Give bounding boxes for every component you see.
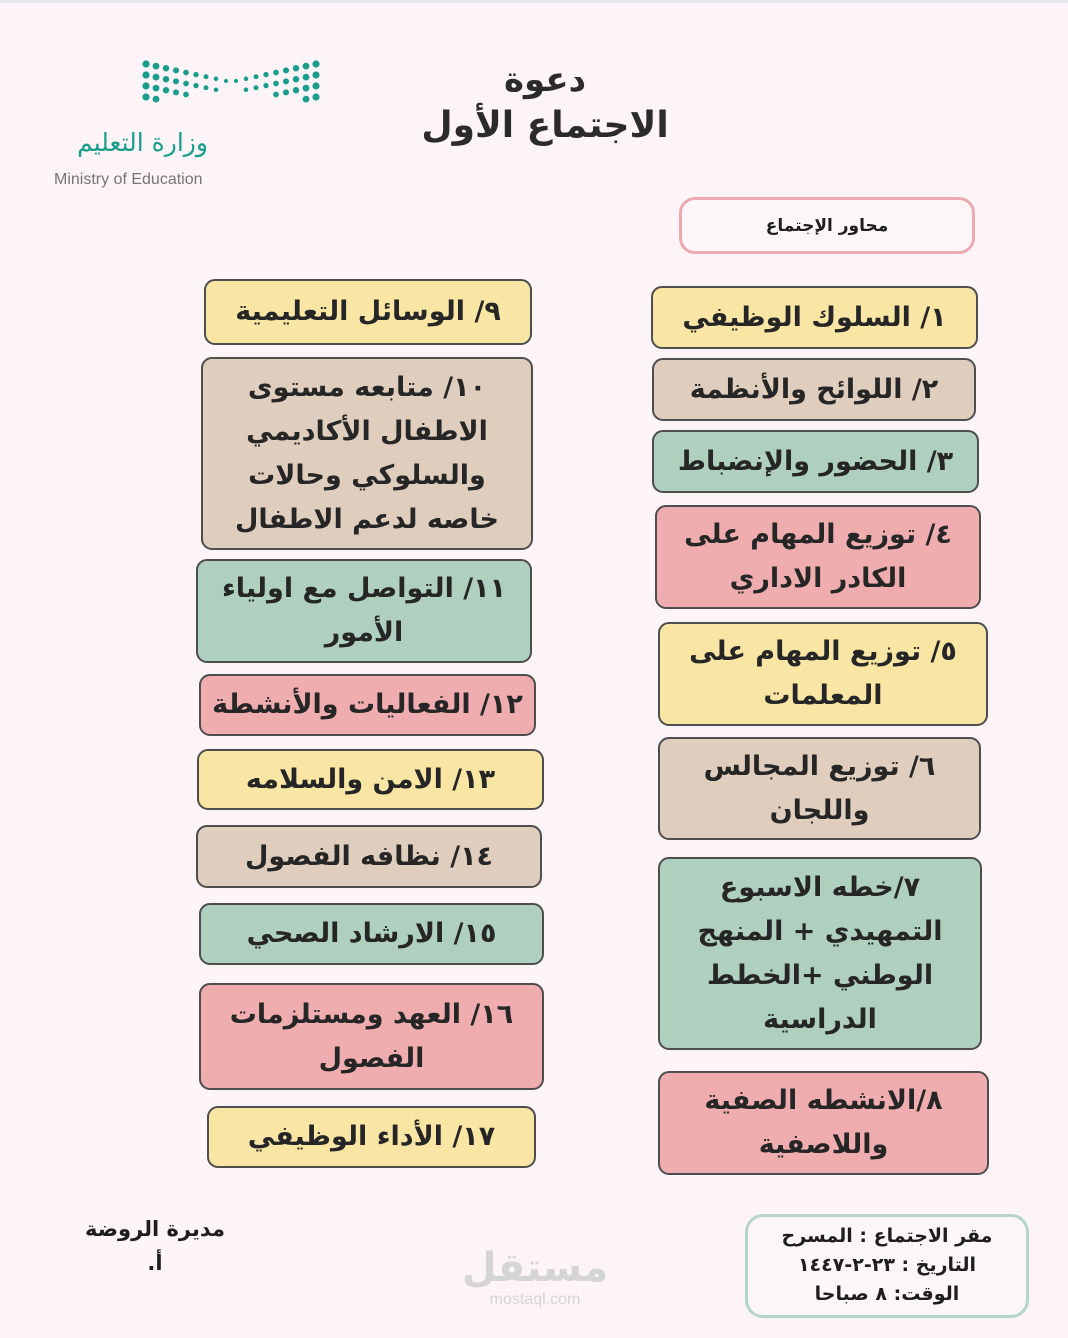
agenda-item-10: ١٠/ متابعه مستوى الاطفال الأكاديمي والسلوكي وحالات خاصه لدعم الاطفال (201, 357, 533, 550)
ministry-dots-icon (140, 56, 320, 116)
agenda-item-15: ١٥/ الارشاد الصحي (199, 903, 544, 965)
agenda-item-11: ١١/ التواصل مع اولياء الأمور (196, 559, 532, 663)
meeting-title: الاجتماع الأول (421, 105, 669, 146)
agenda-item-1: ١/ السلوك الوظيفي (651, 286, 978, 349)
agenda-item-3: ٣/ الحضور والإنضباط (652, 430, 979, 493)
agenda-item-17: ١٧/ الأداء الوظيفي (207, 1106, 536, 1168)
agenda-item-8: ٨/الانشطه الصفية واللاصفية (658, 1071, 989, 1175)
watermark (450, 1245, 620, 1309)
watermark-en: mostaql.com (489, 1291, 581, 1308)
ministry-logo (50, 50, 335, 200)
agenda-item-2: ٢/ اللوائح والأنظمة (652, 358, 976, 421)
invitation-title: دعوة (503, 60, 587, 100)
agenda-item-14: ١٤/ نظافه الفصول (196, 825, 542, 888)
meeting-info (745, 1214, 1029, 1318)
principal-signature (60, 1212, 250, 1280)
ministry-name-ar: وزارة التعليم (77, 128, 208, 157)
agenda-item-7: ٧/خطه الاسبوع التمهيدي + المنهج الوطني +الخطط الدراسية (658, 857, 982, 1050)
top-divider (0, 0, 1068, 3)
meeting-time: الوقت: ٨ صباحا (814, 1283, 960, 1305)
agenda-item-6: ٦/ توزيع المجالس واللجان (658, 737, 981, 840)
meeting-venue: مقر الاجتماع : المسرح (781, 1225, 993, 1247)
meeting-date: التاريخ : ٢٣-٢-١٤٤٧ (797, 1254, 977, 1276)
principal-name: أ. (147, 1251, 163, 1275)
watermark-ar: مستقل (461, 1245, 609, 1291)
agenda-item-9: ٩/ الوسائل التعليمية (204, 279, 532, 345)
agenda-item-13: ١٣/ الامن والسلامه (197, 749, 544, 810)
ministry-name-en: Ministry of Education (54, 171, 203, 188)
agenda-item-5: ٥/ توزيع المهام على المعلمات (658, 622, 988, 726)
agenda-item-12: ١٢/ الفعاليات والأنشطة (199, 674, 536, 736)
agenda-item-4: ٤/ توزيع المهام على الكادر الاداري (655, 505, 981, 609)
agenda-heading-label: محاور الإجتماع (765, 215, 889, 236)
agenda-item-16: ١٦/ العهد ومستلزمات الفصول (199, 983, 544, 1090)
agenda-heading (679, 197, 975, 254)
principal-title: مديرة الروضة (84, 1217, 226, 1241)
